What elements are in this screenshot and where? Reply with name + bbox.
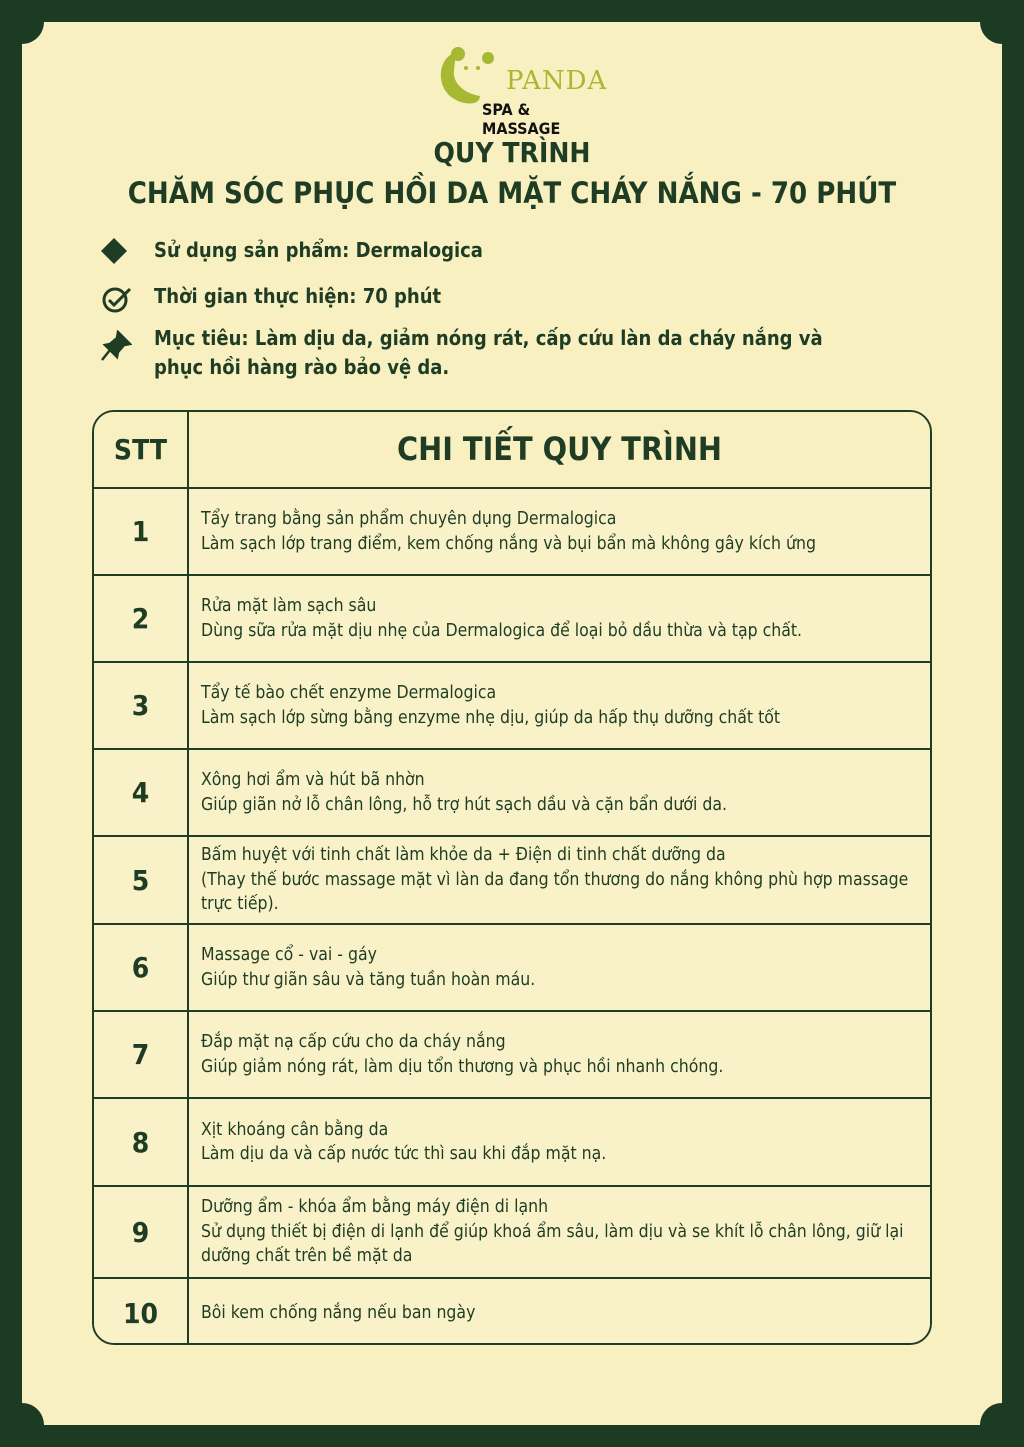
step-title: Massage cổ - vai - gáy xyxy=(201,945,377,965)
step-description: Giúp giảm nóng rát, làm dịu tổn thương và phục hồi nhanh chóng. xyxy=(201,1056,724,1077)
step-description: Giúp giãn nở lỗ chân lông, hỗ trợ hút sạch dầu và cặn bẩn dưới da. xyxy=(201,794,728,815)
step-details xyxy=(201,1012,922,1097)
logo xyxy=(436,44,608,138)
step-number: 6 xyxy=(94,925,189,1010)
step-title: Bấm huyệt với tinh chất làm khỏe da + Điện di tinh chất dưỡng da xyxy=(201,845,726,866)
step-description: Giúp thư giãn sâu và tăng tuần hoàn máu. xyxy=(201,969,536,990)
info-product: Sử dụng sản phẩm: Dermalogica xyxy=(154,238,483,262)
step-number: 7 xyxy=(94,1012,189,1097)
page-title: QUY TRÌNH xyxy=(433,136,591,169)
table-row xyxy=(94,1097,930,1185)
step-description: (Thay thế bước massage mặt vì làn da đang tổn thương do nắng không phù hợp massage trực tiếp). xyxy=(201,869,909,915)
step-description: Sử dụng thiết bị điện di lạnh để giúp khoá ẩm sâu, làm dịu và se khít lỗ chân lông, giữ lại dưỡng chất trên bề mặt da xyxy=(201,1221,904,1267)
table-row xyxy=(94,1185,930,1277)
step-number: 2 xyxy=(94,576,189,661)
info-goal: Mục tiêu: Làm dịu da, giảm nóng rát, cấp cứu làn da cháy nắng và phục hồi hàng rào bảo vệ da. xyxy=(154,326,823,379)
step-title: Rửa mặt làm sạch sâu xyxy=(201,596,377,616)
step-title: Tẩy tế bào chết enzyme Dermalogica xyxy=(201,683,497,703)
table-row xyxy=(94,923,930,1010)
table-row xyxy=(94,487,930,574)
corner-notch xyxy=(0,0,44,44)
diamond-icon xyxy=(100,236,132,268)
table-row xyxy=(94,835,930,923)
step-details xyxy=(201,837,922,923)
step-details xyxy=(201,1279,922,1345)
step-details xyxy=(201,489,922,574)
step-title: Xông hơi ẩm và hút bã nhờn xyxy=(201,770,425,790)
step-title: Xịt khoáng cân bằng da xyxy=(201,1119,389,1140)
step-number: 9 xyxy=(94,1187,189,1277)
step-title: Đắp mặt nạ cấp cứu cho da cháy nắng xyxy=(201,1032,506,1052)
step-title: Dưỡng ẩm - khóa ẩm bằng máy điện di lạnh xyxy=(201,1197,549,1218)
step-number: 8 xyxy=(94,1099,189,1185)
table-row xyxy=(94,661,930,748)
step-details xyxy=(201,576,922,661)
info-duration: Thời gian thực hiện: 70 phút xyxy=(154,284,442,308)
table-row xyxy=(94,1277,930,1345)
step-number: 5 xyxy=(94,837,189,923)
step-details xyxy=(201,663,922,748)
corner-notch xyxy=(980,0,1024,44)
check-circle-icon xyxy=(100,284,132,316)
table-header xyxy=(94,412,930,487)
procedure-table xyxy=(92,410,932,1345)
page-subtitle: CHĂM SÓC PHỤC HỒI DA MẶT CHÁY NẮNG - 70 PHÚT xyxy=(127,176,897,210)
step-details xyxy=(201,1099,922,1185)
step-details xyxy=(201,1187,922,1277)
header-stt: STT xyxy=(94,412,189,487)
step-title: Bôi kem chống nắng nếu ban ngày xyxy=(201,1302,476,1323)
table-row xyxy=(94,574,930,661)
step-number: 10 xyxy=(94,1279,189,1345)
step-description: Làm sạch lớp sừng bằng enzyme nhẹ dịu, giúp da hấp thụ dưỡng chất tốt xyxy=(201,707,781,728)
step-description: Làm dịu da và cấp nước tức thì sau khi đắp mặt nạ. xyxy=(201,1144,607,1164)
step-number: 3 xyxy=(94,663,189,748)
logo-subtitle: SPA & MASSAGE xyxy=(482,100,561,138)
table-row xyxy=(94,748,930,835)
step-number: 1 xyxy=(94,489,189,574)
step-details xyxy=(201,750,922,835)
step-details xyxy=(201,925,922,1010)
step-description: Dùng sữa rửa mặt dịu nhẹ của Dermalogica để loại bỏ dầu thừa và tạp chất. xyxy=(201,620,803,641)
pin-icon xyxy=(100,330,132,362)
step-number: 4 xyxy=(94,750,189,835)
corner-notch xyxy=(0,1403,44,1447)
table-row xyxy=(94,1010,930,1097)
corner-notch xyxy=(980,1403,1024,1447)
step-description: Làm sạch lớp trang điểm, kem chống nắng và bụi bẩn mà không gây kích ứng xyxy=(201,533,816,554)
step-title: Tẩy trang bằng sản phẩm chuyên dụng Dermalogica xyxy=(201,509,617,529)
header-details: CHI TIẾT QUY TRÌNH xyxy=(396,430,722,469)
logo-brand: PANDA xyxy=(506,66,608,96)
